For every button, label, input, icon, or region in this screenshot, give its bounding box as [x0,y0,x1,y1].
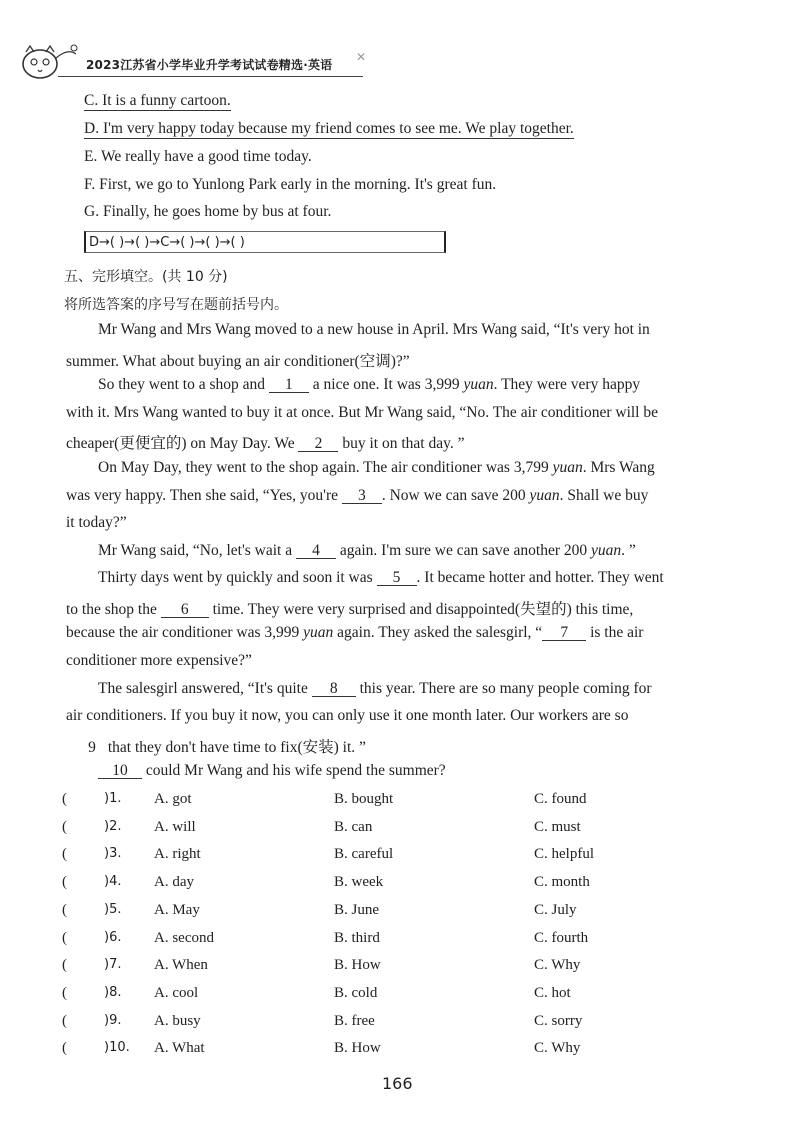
question-number: )5. [104,901,122,917]
answer-paren[interactable]: ( [62,957,67,974]
passage-line: air conditioners. If you buy it now, you can only use it one month later. Our workers are so [66,707,629,724]
option-b[interactable]: B. June [334,901,379,918]
option-row [62,846,762,866]
passage-line: The salesgirl answered, “It's quite 8 this year. There are so many people coming for [98,680,652,697]
page-header [18,38,367,84]
answer-paren[interactable]: ( [62,1040,67,1057]
answer-paren[interactable]: ( [62,901,67,918]
header-divider [58,76,363,77]
answer-paren[interactable]: ( [62,818,67,835]
section-instruction: 将所选答案的序号写在题前括号内。 [64,297,288,313]
option-row [62,930,762,950]
option-a[interactable]: A. cool [154,984,199,1001]
ordering-item-d: D. I'm very happy today because my friend comes to see me. We play together. [84,120,574,137]
option-row [62,874,762,894]
option-a[interactable]: A. got [154,791,192,807]
blank-2[interactable]: 2 [298,437,338,452]
ordering-item-e: E. We really have a good time today. [84,148,312,165]
header-title: 2023江苏省小学毕业升学考试试卷精选·英语 [86,58,333,72]
question-number: )9. [104,1012,122,1028]
option-c[interactable]: C. Why [534,1040,581,1057]
blank-7[interactable]: 7 [542,626,586,641]
ordering-item-g: G. Finally, he goes home by bus at four. [84,203,332,220]
passage-line: 10 could Mr Wang and his wife spend the summer? [98,762,446,780]
passage-line: Thirty days went by quickly and soon it was 5 . It became hotter and hotter. They went [98,569,664,586]
question-number: )3. [104,846,122,862]
option-row [62,1013,762,1033]
option-c[interactable]: C. July [534,901,577,918]
option-row [62,819,762,839]
option-b[interactable]: B. can [334,818,373,835]
option-b[interactable]: B. cold [334,984,378,1001]
option-c[interactable]: C. Why [534,957,581,974]
question-number: )8. [104,984,122,1000]
passage-line: On May Day, they went to the shop again. The air conditioner was 3,799 yuan. Mrs Wang [98,459,655,476]
question-number: )4. [104,874,122,890]
option-row [62,957,762,977]
passage-line: to the shop the 6 time. They were very surprised and disappointed(失望的) this time, [66,601,634,618]
passage-line: Mr Wang and Mrs Wang moved to a new house in April. Mrs Wang said, “It's very hot in [98,321,650,338]
option-b[interactable]: B. week [334,874,384,891]
ordering-answer-box[interactable]: D→( )→( )→C→( )→( )→( ) [84,231,446,253]
option-c[interactable]: C. sorry [534,1012,583,1029]
answer-paren[interactable]: ( [62,846,67,863]
option-a[interactable]: A. busy [154,1012,201,1029]
option-c[interactable]: C. helpful [534,846,594,863]
option-c[interactable]: C. must [534,818,581,835]
question-number: )1. [104,791,122,806]
blank-3[interactable]: 3 [342,489,382,504]
passage-line: because the air conditioner was 3,999 yuan again. They asked the salesgirl, “ 7 is the air [66,624,644,641]
option-a[interactable]: A. When [154,957,208,974]
option-a[interactable]: A. second [154,929,214,946]
option-c[interactable]: C. hot [534,984,571,1001]
passage-line: Mr Wang said, “No, let's wait a 4 again. I'm sure we can save another 200 yuan. ” [98,542,636,559]
passage-line: with it. Mrs Wang wanted to buy it at once. But Mr Wang said, “No. The air conditioner will be [66,404,658,421]
option-c[interactable]: C. fourth [534,929,589,946]
question-number: )2. [104,818,122,834]
option-b[interactable]: B. third [334,929,380,946]
option-b[interactable]: B. bought [334,791,394,807]
answer-paren[interactable]: ( [62,791,67,807]
option-row [62,985,762,1005]
option-row [62,902,762,922]
option-a[interactable]: A. What [154,1040,205,1057]
question-number: )7. [104,957,122,973]
option-b[interactable]: B. How [334,957,381,974]
answer-paren[interactable]: ( [62,874,67,891]
blank-4[interactable]: 4 [296,544,336,559]
blank-6[interactable]: 6 [161,603,209,618]
answer-paren[interactable]: ( [62,929,67,946]
option-a[interactable]: A. will [154,818,196,835]
option-b[interactable]: B. free [334,1012,375,1029]
passage-line: summer. What about buying an air conditioner(空调)?” [66,353,410,370]
question-number: )10. [104,1040,130,1056]
ordering-item-c: C. It is a funny cartoon. [84,92,231,109]
ordering-item-f: F. First, we go to Yunlong Park early in the morning. It's great fun. [84,176,497,193]
blank-10[interactable]: 10 [98,764,142,779]
blank-8[interactable]: 8 [312,682,356,697]
option-a[interactable]: A. May [154,901,200,918]
blank-1[interactable]: 1 [269,378,309,393]
star-icon: ✕ [356,50,367,64]
passage-line: cheaper(更便宜的) on May Day. We 2 buy it on that day. ” [66,435,465,452]
option-b[interactable]: B. careful [334,846,394,863]
blank-5[interactable]: 5 [377,571,417,586]
option-row [62,1040,762,1060]
option-c[interactable]: C. found [534,791,587,807]
answer-paren[interactable]: ( [62,1012,67,1029]
option-c[interactable]: C. month [534,874,590,891]
passage-line: 9 that they don't have time to fix(安装) it. ” [80,735,366,757]
option-a[interactable]: A. right [154,846,201,863]
page-number: 166 [382,1074,413,1093]
blank-9[interactable]: 9 [88,739,96,756]
owl-logo-icon [18,38,82,84]
passage-line: conditioner more expensive?” [66,652,252,669]
option-a[interactable]: A. day [154,874,194,891]
passage-line: it today?” [66,514,127,531]
section-title: 五、完形填空。(共 10 分) [64,269,228,285]
passage-line: So they went to a shop and 1 a nice one. It was 3,999 yuan. They were very happy [98,376,641,393]
option-b[interactable]: B. How [334,1040,381,1057]
passage-line: was very happy. Then she said, “Yes, you're 3 . Now we can save 200 yuan. Shall we buy [66,487,649,504]
answer-paren[interactable]: ( [62,984,67,1001]
option-row [62,791,762,811]
question-number: )6. [104,929,122,945]
